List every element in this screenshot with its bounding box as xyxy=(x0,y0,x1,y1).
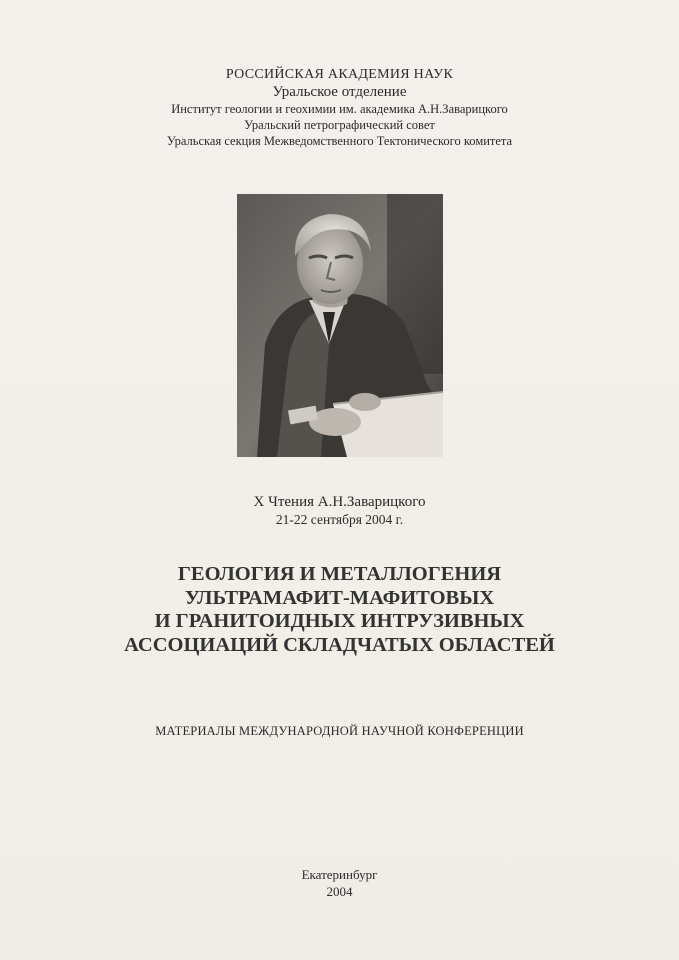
imprint-year: 2004 xyxy=(326,884,353,899)
title-line-2: УЛЬТРАМАФИТ-МАФИТОВЫХ xyxy=(184,586,495,609)
section-name: Уральская секция Межведомственного Тектонического комитета xyxy=(166,134,513,148)
title-line-3: И ГРАНИТОИДНЫХ ИНТРУЗИВНЫХ xyxy=(154,610,525,632)
conference-info xyxy=(0,493,679,528)
imprint-city: Екатеринбург xyxy=(301,867,378,882)
imprint xyxy=(0,866,679,900)
publisher-header xyxy=(0,66,679,149)
portrait-photo xyxy=(237,194,443,457)
conference-dates: 21-22 сентября 2004 г. xyxy=(275,512,404,527)
institute-name: Институт геологии и геохимии им. академика А.Н.Заварицкого xyxy=(171,102,508,116)
title-line-4: АССОЦИАЦИЙ СКЛАДЧАТЫХ ОБЛАСТЕЙ xyxy=(124,633,555,656)
division-name: Уральское отделение xyxy=(272,84,407,100)
book-title xyxy=(0,563,679,657)
readings-title: X Чтения А.Н.Заварицкого xyxy=(253,494,426,510)
academy-name: РОССИЙСКАЯ АКАДЕМИЯ НАУК xyxy=(225,67,454,82)
materials-subtitle: МАТЕРИАЛЫ МЕЖДУНАРОДНОЙ НАУЧНОЙ КОНФЕРЕНЦИИ xyxy=(155,724,524,738)
title-line-1: ГЕОЛОГИЯ И МЕТАЛЛОГЕНИЯ xyxy=(177,563,502,585)
council-name: Уральский петрографический совет xyxy=(244,118,435,132)
